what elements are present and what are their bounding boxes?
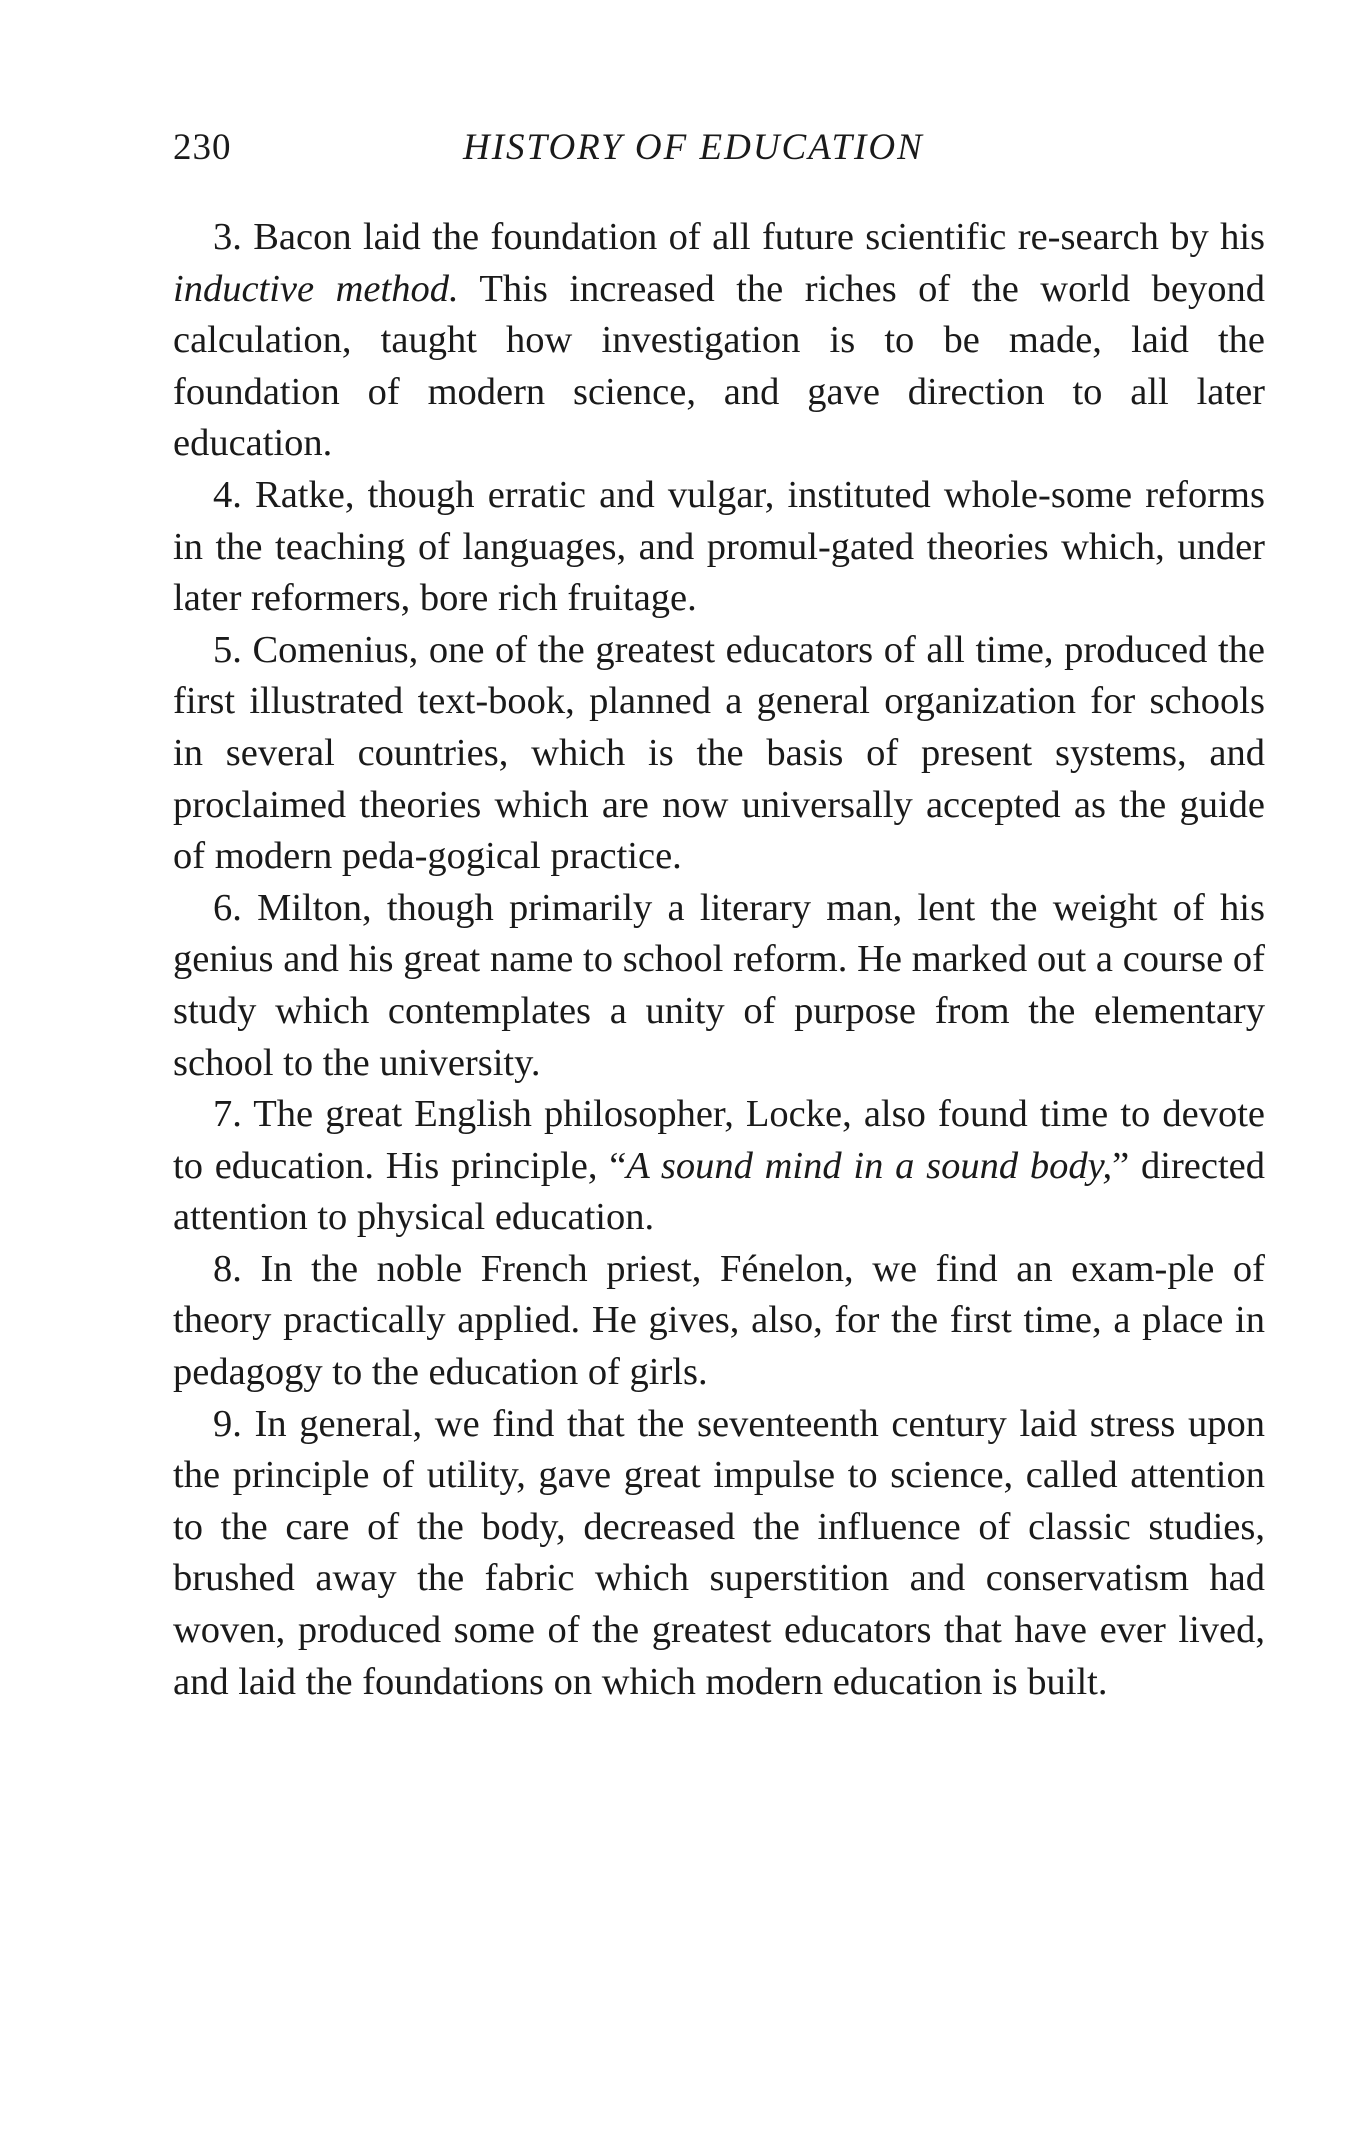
emphasized-text: inductive method. [173, 267, 459, 310]
paragraph-number: 4. [213, 473, 242, 516]
paragraph-number: 9. [213, 1402, 242, 1445]
paragraph-6 [173, 883, 1265, 1089]
page-number: 230 [173, 127, 232, 168]
paragraph-number: 8. [213, 1247, 242, 1290]
paragraph-9 [173, 1399, 1265, 1709]
paragraph-number: 5. [213, 628, 242, 671]
running-title: HISTORY OF EDUCATION [463, 127, 924, 168]
paragraph-text: In the noble French priest, Fénelon, we find an exam-ple of theory practically applied. He gives, also, for the first time, a place in pedagogy to the education of girls. [173, 1247, 1265, 1394]
paragraph-text: The great English philosopher, Locke, also found time to devote to education. His principle, “ [173, 1093, 1265, 1187]
paragraph-text: Comenius, one of the greatest educators of all time, produced the first illustrated text-book, planned a general organization for schools in several countries, which is the basis of present systems, and proclaimed theories which are now universally accepted as the guide of modern peda-gogical practice. [173, 628, 1265, 878]
paragraph-3 [173, 212, 1265, 470]
paragraph-number: 7. [213, 1093, 242, 1136]
emphasized-text: A sound mind in a sound body, [626, 1144, 1113, 1187]
paragraph-text: This increased the riches of the world beyond calculation, taught how investigation is to be made, laid the foundation of modern science, and gave direction to all later education. [173, 267, 1265, 465]
paragraph-text: Bacon laid the foundation of all future scientific re-search by his [241, 216, 1265, 258]
paragraph-4 [173, 470, 1265, 625]
paragraph-text: Milton, though primarily a literary man, lent the weight of his genius and his great name to school reform. He marked out a course of study which contemplates a unity of purpose from the elementary school to the university. [173, 886, 1265, 1084]
paragraph-text: ” directed attention to physical education. [173, 1144, 1265, 1239]
paragraph-8 [173, 1244, 1265, 1399]
paragraph-text: In general, we find that the seventeenth century laid stress upon the principle of utility, gave great impulse to science, called attention to the care of the body, decreased the influence of classic studies, brushed away the fabric which superstition and conservatism had woven, produced some of the greatest educators that have ever lived, and laid the foundations on which modern education is built. [173, 1402, 1265, 1703]
running-head [173, 118, 1265, 178]
paragraph-text: Ratke, though erratic and vulgar, instituted whole-some reforms in the teaching of languages, and promul-gated theories which, under later reformers, bore rich fruitage. [173, 473, 1265, 620]
paragraph-7 [173, 1089, 1265, 1244]
paragraph-5 [173, 625, 1265, 883]
body-text [173, 212, 1265, 1708]
paragraph-number: 6. [213, 886, 242, 929]
paragraph-number: 3. [213, 216, 242, 258]
